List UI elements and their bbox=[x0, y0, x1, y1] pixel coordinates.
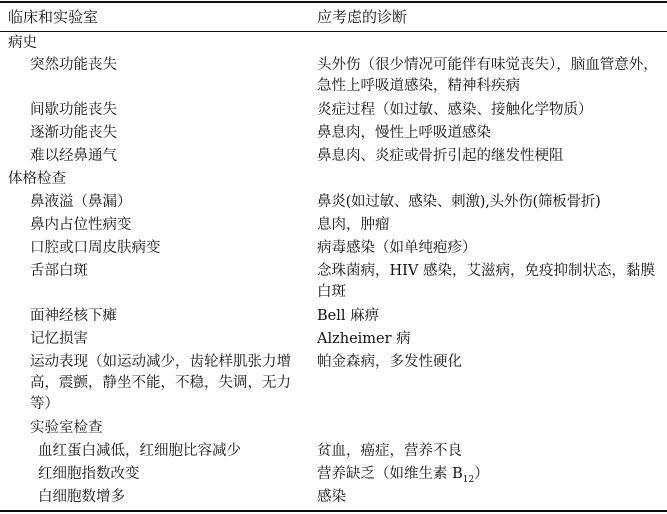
subscript: 12 bbox=[462, 474, 475, 485]
section-history: 病史 bbox=[8, 35, 37, 51]
row-label: 鼻内占位性病变 bbox=[30, 217, 132, 233]
row-diagnosis bbox=[317, 464, 489, 485]
row-diagnosis: 感染 bbox=[317, 489, 346, 505]
row-diagnosis: 炎症过程（如过敏、感染、接触化学物质） bbox=[317, 102, 593, 118]
row-diagnosis: 鼻息肉、炎症或骨折引起的继发性梗阻 bbox=[317, 148, 564, 164]
row-diagnosis: Bell 麻痹 bbox=[317, 308, 380, 324]
row-diagnosis: 贫血，癌症，营养不良 bbox=[317, 443, 462, 459]
header-diagnosis: 应考虑的诊断 bbox=[317, 8, 408, 26]
row-label: 运动表现（如运动减少，齿轮样肌张力增高，震颤，静坐不能，不稳，失调，无力等） bbox=[30, 354, 291, 412]
row-label: 白细胞数增多 bbox=[38, 489, 125, 505]
diagnosis-text: 营养缺乏（如维生素 B bbox=[317, 466, 463, 482]
row-label: 红细胞指数改变 bbox=[38, 466, 140, 482]
row-diagnosis: 头外伤（很少情况可能伴有味觉丧失），脑血管意外，急性上呼吸道感染，精神科疾病 bbox=[317, 57, 658, 94]
row-diagnosis: 息肉，肿瘤 bbox=[317, 217, 390, 233]
section-lab-tests: 实验室检查 bbox=[30, 420, 103, 436]
row-label: 逐渐功能丧失 bbox=[30, 125, 117, 141]
header-clinical-lab: 临床和实验室 bbox=[8, 8, 99, 26]
row-diagnosis: 病毒感染（如单纯疱疹） bbox=[317, 240, 477, 256]
row-label: 间歇功能丧失 bbox=[30, 102, 117, 118]
diagnosis-tail: ） bbox=[474, 466, 489, 482]
row-diagnosis: 帕金森病，多发性硬化 bbox=[317, 354, 462, 370]
row-label: 鼻液溢（鼻漏） bbox=[30, 194, 132, 210]
row-diagnosis: 鼻炎(如过敏、感染、刺激),头外伤(筛板骨折) bbox=[317, 194, 601, 210]
row-label: 面神经核下瘫 bbox=[30, 308, 117, 324]
row-label: 血红蛋白减低，红细胞比容减少 bbox=[38, 443, 241, 459]
row-label: 舌部白斑 bbox=[30, 263, 88, 279]
row-diagnosis: 念珠菌病，HIV 感染，艾滋病，免疫抑制状态，黏膜白斑 bbox=[317, 263, 655, 300]
row-label: 突然功能丧失 bbox=[30, 57, 117, 73]
section-physical-exam: 体格检查 bbox=[8, 171, 66, 187]
row-label: 记忆损害 bbox=[30, 331, 88, 347]
row-diagnosis: Alzheimer 病 bbox=[317, 331, 411, 347]
row-diagnosis: 鼻息肉，慢性上呼吸道感染 bbox=[317, 125, 491, 141]
row-label: 难以经鼻通气 bbox=[30, 148, 117, 164]
row-label: 口腔或口周皮肤病变 bbox=[30, 240, 161, 256]
